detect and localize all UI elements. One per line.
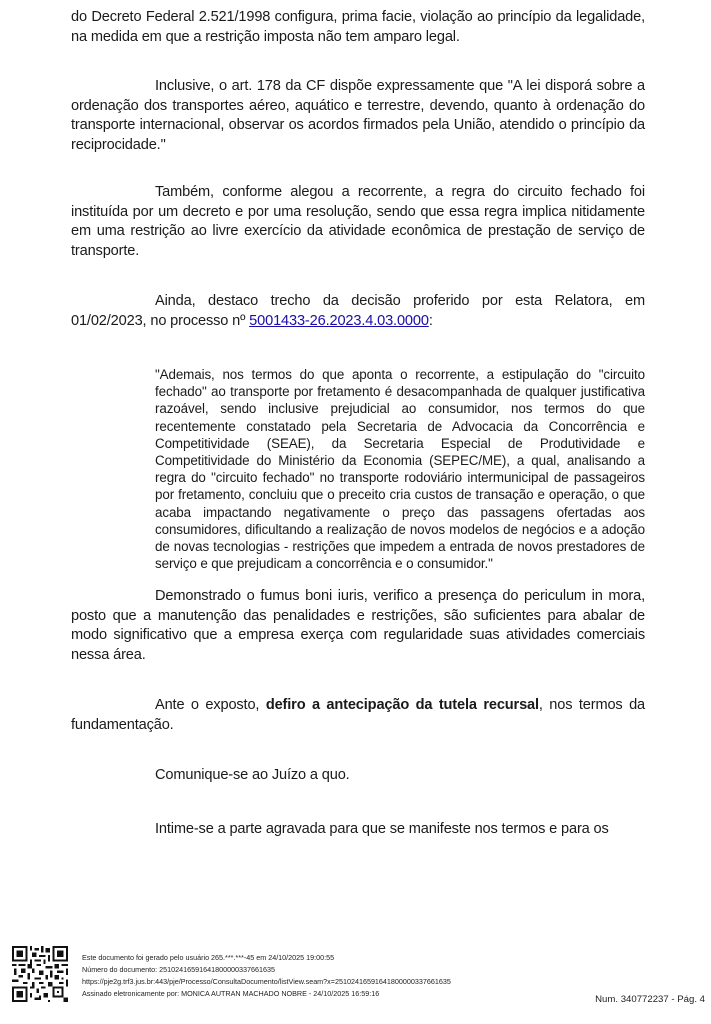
- quote-block: [155, 366, 645, 572]
- paragraph-text: Demonstrado o fumus boni iuris, verifico a presença do periculum in mora, posto que a manutenção das penalidades e restrições, são suficientes para abalar de modo significativo que a empresa exerça com regularidade suas atividades comerciais nessa área.: [71, 588, 645, 663]
- footer-signed-by: Assinado eletronicamente por: MONICA AUTRAN MACHADO NOBRE - 24/10/2025 16:59:16: [82, 989, 380, 998]
- page-number: Num. 340772237 - Pág. 4: [595, 994, 705, 1005]
- paragraph-art-178: [71, 77, 645, 155]
- process-number-link[interactable]: 5001433-26.2023.4.03.0000: [249, 312, 429, 329]
- paragraph-text: Ainda, destaco trecho da decisão proferido por esta Relatora, em 01/02/2023, no processo nº: [71, 293, 645, 329]
- paragraph-intime: [71, 820, 645, 840]
- paragraph-text: Também, conforme alegou a recorrente, a regra do circuito fechado foi instituída por um decreto e por uma resolução, sendo que essa regra implica nitidamente em uma restrição ao livre exercício da atividade econômica de prestação de serviço de transporte.: [71, 184, 645, 259]
- footer-document-url[interactable]: https://pje2g.trf3.jus.br:443/pje/Processo/ConsultaDocumento/listView.seam?x=25102416591641800000337661635: [82, 977, 451, 986]
- paragraph-text: Inclusive, o art. 178 da CF dispõe expressamente que "A lei disporá sobre a ordenação dos transportes aéreo, aquático e terrestre, devendo, quanto à ordenação do transporte internacional, observar os acordos firmados pela União, atendido o princípio da reciprocidade.": [71, 78, 645, 153]
- paragraph-decision: [71, 696, 645, 735]
- footer-metadata: [82, 952, 451, 1000]
- paragraph-text: , nos termos da fundamentação.: [71, 697, 645, 733]
- paragraph-text: Ante o exposto,: [155, 697, 266, 713]
- paragraph-trecho-decisao: [71, 292, 645, 331]
- paragraph-text: Intime-se a parte agravada para que se manifeste nos termos e para os: [155, 821, 609, 837]
- quote-text: "Ademais, nos termos do que aponta o recorrente, a estipulação do "circuito fechado" ao transporte por fretamento é desacompanhada de qualquer justificativa razoável, sendo inclusive prejudicial ao consumidor, nos termos do que recentemente constatado pela Secretaria de Advocacia da Concorrência e Competitividade (SEAE), da Secretaria Especial de Produtividade e Competitividade do Ministério da Economia (SEPEC/ME), a qual, analisando a regra do "circuito fechado" no transporte rodoviário intermunicipal de passageiros por fretamento, concluiu que o preceito cria custos de transação e operação, o que acaba impactando negativamente o preço das passagens ofertadas aos consumidores, dificultando a realização de novos modelos de negócios e a adoção de novas tecnologias - restrições que impedem a entrada de novos prestadores de serviço e que prejudicam a concorrência e o consumidor.": [155, 367, 645, 572]
- paragraph-periculum: [71, 587, 645, 665]
- decision-bold-text: defiro a antecipação da tutela recursal: [265, 697, 539, 713]
- paragraph-legality: [71, 8, 645, 47]
- paragraph-text: :: [428, 312, 433, 329]
- paragraph-text: Comunique-se ao Juízo a quo.: [155, 767, 350, 783]
- paragraph-comunique: [71, 766, 645, 786]
- footer-document-number: Número do documento: 25102416591641800000337661635: [82, 965, 276, 974]
- footer-generated-by: Este documento foi gerado pelo usuário 265.***.***-45 em 24/10/2025 19:00:55: [82, 953, 335, 962]
- paragraph-circuito-fechado: [71, 183, 645, 261]
- qr-code-icon: [12, 946, 68, 1002]
- paragraph-text: do Decreto Federal 2.521/1998 configura, prima facie, violação ao princípio da legalidade, na medida em que a restrição imposta não tem amparo legal.: [71, 9, 645, 45]
